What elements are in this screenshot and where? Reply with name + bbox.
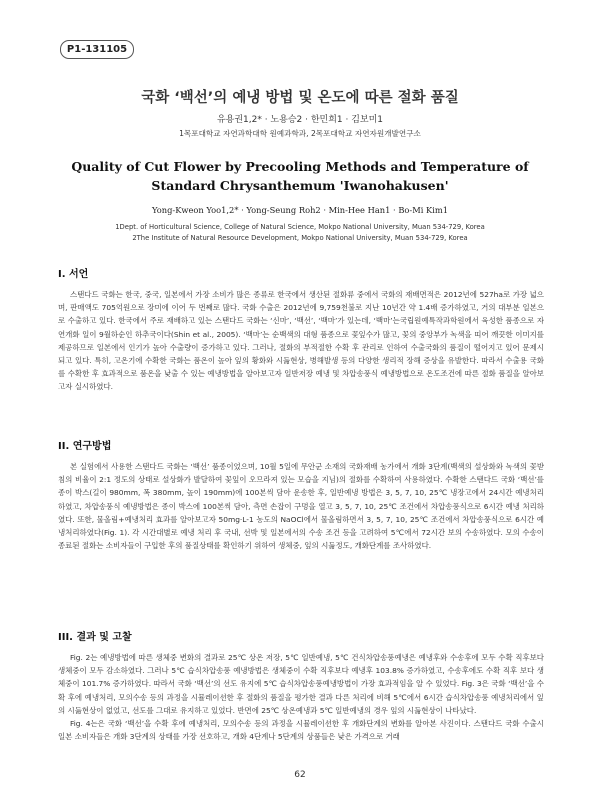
english-affiliation-2: 2The Institute of Natural Resource Development, Mokpo National University, Muan 534-729, Korea bbox=[132, 234, 468, 242]
results-text bbox=[58, 651, 544, 743]
english-affiliation-1: 1Dept. of Horticultural Science, College of Natural Science, Mokpo National University, Muan 534-729, Korea bbox=[115, 223, 485, 231]
introduction-text bbox=[58, 288, 544, 394]
abstract-id-badge: P1-131105 bbox=[60, 40, 134, 59]
english-authors: Yong-Kweon Yoo1,2* · Yong-Seung Roh2 · Min-Hee Han1 · Bo-Mi Kim1 bbox=[152, 205, 448, 215]
english-title: Quality of Cut Flower by Precooling Methods and Temperature of Standard Chrysanthemum 'Iwanohakusen' bbox=[71, 159, 529, 193]
results-paragraph-2: Fig. 4는은 국화 ‘백선’을 수확 후에 예냉처리, 모의수송 등의 과정을 시뮬레이션한 후 개화단계의 변화를 알아본 사진이다. 스탠다드 국화 수출시 일본 소비자들은 개화 3단계의 상태를 가장 선호하고, 개화 4단계나 5단계의 상품들은 낮은 가격으로 거래 bbox=[58, 719, 544, 742]
korean-authors: 유용권1,2* · 노용승2 · 한민희1 · 김보미1 bbox=[216, 115, 384, 125]
methods-text bbox=[58, 460, 544, 552]
korean-affiliation: 1목포대학교 자연과학대학 원예과학과, 2목포대학교 자연자원개발연구소 bbox=[179, 129, 421, 138]
methods-paragraph: 본 실험에서 사용한 스탠다드 국화는 ‘백선’ 품종이었으며, 10월 5일에 무안군 소재의 국화재배 농가에서 개화 3단계(백색의 설상화와 녹색의 꽃받침의 비율이 2:1 정도의 상태로 설상화가 발달하여 꽃잎이 오므라져 있는 모습을 지님)의 절화를 수확하여 사용하였다. 수확한 스탠다드 국화 ‘백선’를 종이 박스(길이 980mm, 폭 380mm, 높이 190mm)에 100본씩 담아 운송한 후, 일반예냉 방법은 3, 5, 7, 10, 25℃ 냉장고에서 24시간 예냉처리하였고, 차압송풍식 예냉방법은 종이 박스에 100본씩 담아, 측면 손잡이 구멍을 열고 3, 5, 7, 10, 25℃ 조건에서 차압송풍식으로 6시간 예냉 처리하였다. 또한, 물올림+예냉처리 효과를 알아보고자 50mg·L-1 농도의 NaOCl에서 물올림하면서 3, 5, 7, 10, 25℃ 조건에서 차압송풍식으로 6시간 예냉처리하였다(Fig. 1). 각 시간대별로 예냉 처리 후 국내, 선박 및 일본에서의 수송 조건 등을 고려하여 5℃에서 72시간 보의 수송하였다. 모의 수송이 종료된 절화는 소비자들이 구입한 후의 품질상태를 확인하기 위하여 생체중, 잎의 시듦정도, 개화단계를 조사하였다. bbox=[58, 462, 544, 551]
section-heading-results: III. 결과 및 고찰 bbox=[58, 632, 132, 643]
introduction-paragraph: 스탠다드 국화는 한국, 중국, 일본에서 가장 소비가 많은 종류로 한국에서 생산된 절화류 중에서 국화의 재배면적은 2012년에 527ha로 가장 넓으며, 판매액도 705억원으로 장미에 이어 두 번째로 많다. 국화 수출은 2012년에 9,759천불로 지난 10년간 약 1.4배 증가하였고, 거의 대부분 일본으로 수출하고 있다. 한국에서 주로 재배하고 있는 스탠다드 국화는 ‘신마’, ‘백선’, ‘백마’가 있는데, ‘백마’는국립원예특작과학원에서 육성한 품종으로 자연개화 일이 9월하순인 하추국이다(Shin et al., 2005). ‘백마’는 순백색의 대형 품종으로 꽃잎수가 많고, 꽃의 중앙부가 녹색을 띠어 깨끗한 이미지를 제공하므로 일본에서 인기가 높아 수출량이 증가하고 있다. 그러나, 절화의 부적절한 수확 후 관리로 인하여 수출국화의 품질이 떨어지고 있어 문제시 되고 있다. 특히, 고온기에 수확한 국화는 품온이 높아 잎의 황화와 시듦현상, 병해발생 등의 다양한 생리적 장해 증상을 유발한다. 따라서 수출용 국화를 수확한 후 효과적으로 품온을 낮출 수 있는 예냉방법을 알아보고자 일반저장 예냉 및 차압송풍식 예냉방법으로 온도조건에 따른 절화 품질을 알아보고자 실시하였다. bbox=[58, 290, 544, 392]
section-heading-introduction: I. 서언 bbox=[58, 269, 89, 280]
english-affiliation bbox=[0, 222, 600, 244]
korean-title: 국화 ‘백선’의 예냉 방법 및 온도에 따른 절화 품질 bbox=[141, 90, 459, 106]
page-number: 62 bbox=[294, 770, 306, 780]
section-heading-methods: II. 연구방법 bbox=[58, 441, 112, 452]
results-paragraph-1: Fig. 2는 예냉방법에 따른 생체중 변화의 결과로 25℃ 상온 저장, 5℃ 일반예냉, 5℃ 건식차압송풍예냉은 예냉후와 수송후에 모두 수확 직후보다 생체중이 모두 감소하였다. 그러나 5℃ 습식차압송풍 예냉방법은 생체중이 수확 직후보다 예냉후 103.8% 증가하였고, 수송후에도 수확 직후 보다 생체중이 101.7% 증가하였다. 따라서 국화 ‘백선’의 선도 유지에 5℃ 습식차압송풍예냉방법이 가장 효과적임을 알 수 있었다. Fig. 3은 국화 ‘백선’을 수확 후에 예냉처리, 모의수송 등의 과정을 시뮬레이션한 후 절화의 품질을 평가한 결과 다른 처리에 비해 5℃에서 6시간 습식차압송풍 예냉처리에서 잎의 시듦현상이 없었고, 선도를 그대로 유지하고 있었다. 반면에 25℃ 상온예냉과 5℃ 일반예냉의 경우 잎의 시듦현상이 나타났다. bbox=[58, 653, 544, 715]
